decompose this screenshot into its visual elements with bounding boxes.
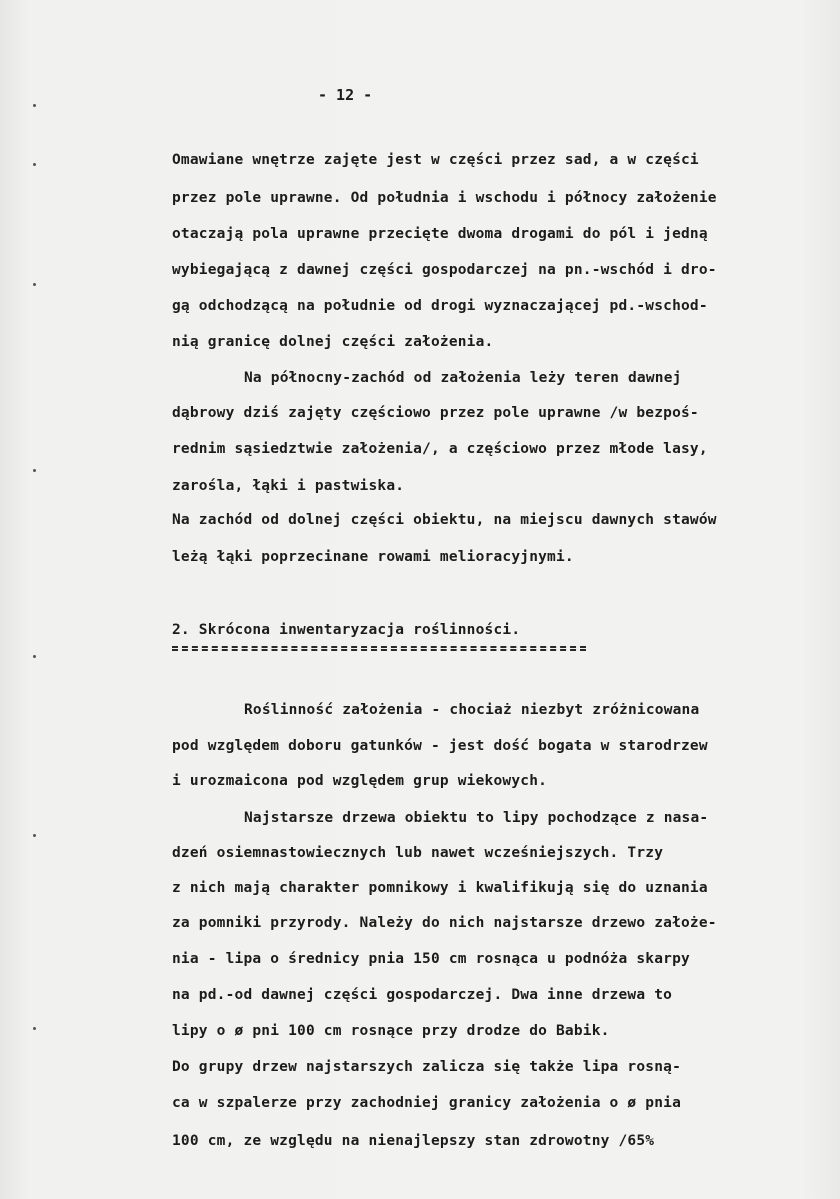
margin-dot bbox=[33, 283, 36, 286]
text-line: i urozmaicona pod względem grup wiekowych. bbox=[172, 773, 548, 789]
text-line: ca w szpalerze przy zachodniej granicy założenia o ø pnia bbox=[172, 1095, 681, 1111]
margin-dot bbox=[33, 469, 36, 472]
text-line: Roślinność założenia - chociaż niezbyt zróżnicowana bbox=[244, 702, 700, 718]
text-line: leżą łąki poprzecinane rowami melioracyjnymi. bbox=[172, 549, 574, 565]
text-line: Na zachód od dolnej części obiektu, na miejscu dawnych stawów bbox=[172, 512, 717, 528]
heading-underline bbox=[172, 646, 586, 651]
text-line: dąbrowy dziś zajęty częściowo przez pole uprawne /w bezpoś- bbox=[172, 405, 699, 421]
margin-dot bbox=[33, 163, 36, 166]
text-line: za pomniki przyrody. Należy do nich najstarsze drzewo założe- bbox=[172, 915, 717, 931]
text-line: otaczają pola uprawne przecięte dwoma drogami do pól i jedną bbox=[172, 226, 708, 242]
section-heading: 2. Skrócona inwentaryzacja roślinności. bbox=[172, 622, 521, 638]
margin-dot bbox=[33, 104, 36, 107]
text-line: nia - lipa o średnicy pnia 150 cm rosnąca u podnóża skarpy bbox=[172, 951, 690, 967]
text-line: Omawiane wnętrze zajęte jest w części przez sad, a w części bbox=[172, 152, 699, 168]
text-line: lipy o ø pni 100 cm rosnące przy drodze do Babik. bbox=[172, 1023, 610, 1039]
text-line: gą odchodzącą na południe od drogi wyznaczającej pd.-wschod- bbox=[172, 298, 708, 314]
text-line: na pd.-od dawnej części gospodarczej. Dwa inne drzewa to bbox=[172, 987, 673, 1003]
text-line: wybiegającą z dawnej części gospodarczej na pn.-wschód i dro- bbox=[172, 262, 717, 278]
text-line: Najstarsze drzewa obiektu to lipy pochodzące z nasa- bbox=[244, 810, 709, 826]
text-line: 100 cm, ze względu na nienajlepszy stan zdrowotny /65% bbox=[172, 1133, 655, 1149]
page-number: - 12 - bbox=[318, 86, 373, 104]
text-line: Do grupy drzew najstarszych zalicza się także lipa rosną- bbox=[172, 1059, 681, 1075]
margin-dot bbox=[33, 1027, 36, 1030]
text-line: pod względem doboru gatunków - jest dość bogata w starodrzew bbox=[172, 738, 708, 754]
text-line: rednim sąsiedztwie założenia/, a częściowo przez młode lasy, bbox=[172, 441, 708, 457]
text-line: dzeń osiemnastowiecznych lub nawet wcześniejszych. Trzy bbox=[172, 845, 664, 861]
text-line: przez pole uprawne. Od południa i wschodu i północy założenie bbox=[172, 190, 717, 206]
text-line: nią granicę dolnej części założenia. bbox=[172, 334, 494, 350]
text-line: zarośla, łąki i pastwiska. bbox=[172, 478, 405, 494]
margin-dot bbox=[33, 834, 36, 837]
text-line: Na północny-zachód od założenia leży teren dawnej bbox=[244, 370, 682, 386]
margin-dot bbox=[33, 655, 36, 658]
text-line: z nich mają charakter pomnikowy i kwalifikują się do uznania bbox=[172, 880, 708, 896]
